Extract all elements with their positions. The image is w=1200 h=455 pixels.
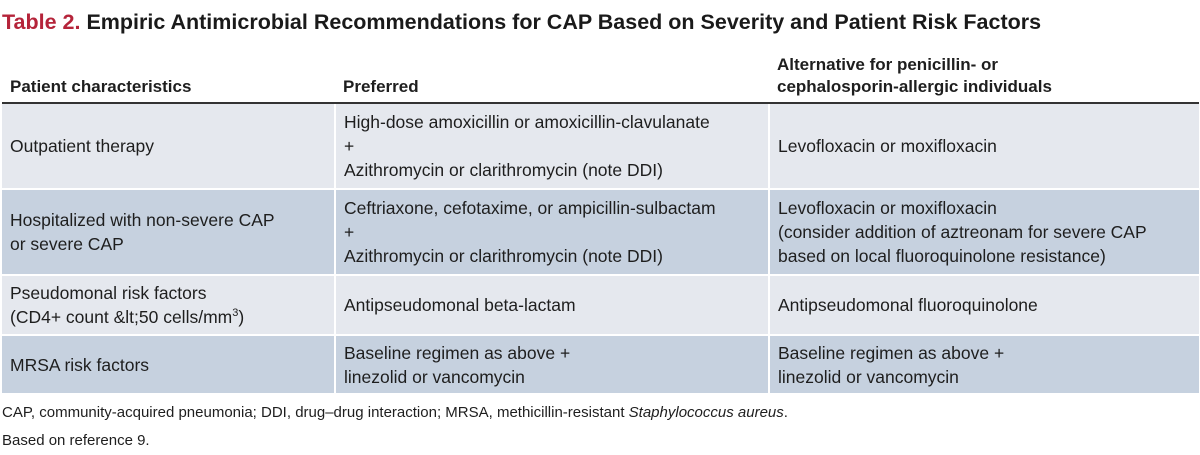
cell-characteristic: Outpatient therapy bbox=[2, 103, 335, 189]
header-alternative: Alternative for penicillin- or cephalosporin-allergic individuals bbox=[769, 43, 1199, 103]
table-row bbox=[2, 103, 1199, 189]
cell-characteristic: MRSA risk factors bbox=[2, 335, 335, 393]
cell-alternative: Baseline regimen as above + linezolid or vancomycin bbox=[769, 335, 1199, 393]
header-patient-characteristics: Patient characteristics bbox=[2, 43, 335, 103]
cell-characteristic: Hospitalized with non-severe CAP or severe CAP bbox=[2, 189, 335, 275]
cell-preferred: Antipseudomonal beta-lactam bbox=[335, 275, 769, 335]
reference-note: Based on reference 9. bbox=[2, 432, 150, 449]
cell-preferred: Baseline regimen as above + linezolid or vancomycin bbox=[335, 335, 769, 393]
cell-alternative: Levofloxacin or moxifloxacin bbox=[769, 103, 1199, 189]
cell-alternative: Levofloxacin or moxifloxacin (consider addition of aztreonam for severe CAP based on local fluoroquinolone resistance) bbox=[769, 189, 1199, 275]
table-title-text: Empiric Antimicrobial Recommendations for CAP Based on Severity and Patient Risk Factors bbox=[86, 10, 1042, 34]
table-row bbox=[2, 275, 1199, 335]
table-row bbox=[2, 335, 1199, 393]
abbreviations-note: CAP, community-acquired pneumonia; DDI, drug–drug interaction; MRSA, methicillin-resistant Staphylococcus aureus. bbox=[2, 404, 788, 421]
cell-characteristic: Pseudomonal risk factors (CD4+ count &lt;50 cells/$mm^3$) bbox=[2, 275, 335, 335]
cell-preferred: High-dose amoxicillin or amoxicillin-clavulanate + Azithromycin or clarithromycin (note DDI) bbox=[335, 103, 769, 189]
table-number: Table 2. bbox=[2, 10, 81, 34]
cell-alternative: Antipseudomonal fluoroquinolone bbox=[769, 275, 1199, 335]
table-row bbox=[2, 189, 1199, 275]
header-preferred: Preferred bbox=[335, 43, 769, 103]
cell-preferred: Ceftriaxone, cefotaxime, or ampicillin-sulbactam + Azithromycin or clarithromycin (note DDI) bbox=[335, 189, 769, 275]
table-footnotes bbox=[2, 399, 1198, 455]
recommendations-table bbox=[2, 43, 1199, 393]
table-title bbox=[2, 0, 1198, 43]
header-row bbox=[2, 43, 1199, 103]
